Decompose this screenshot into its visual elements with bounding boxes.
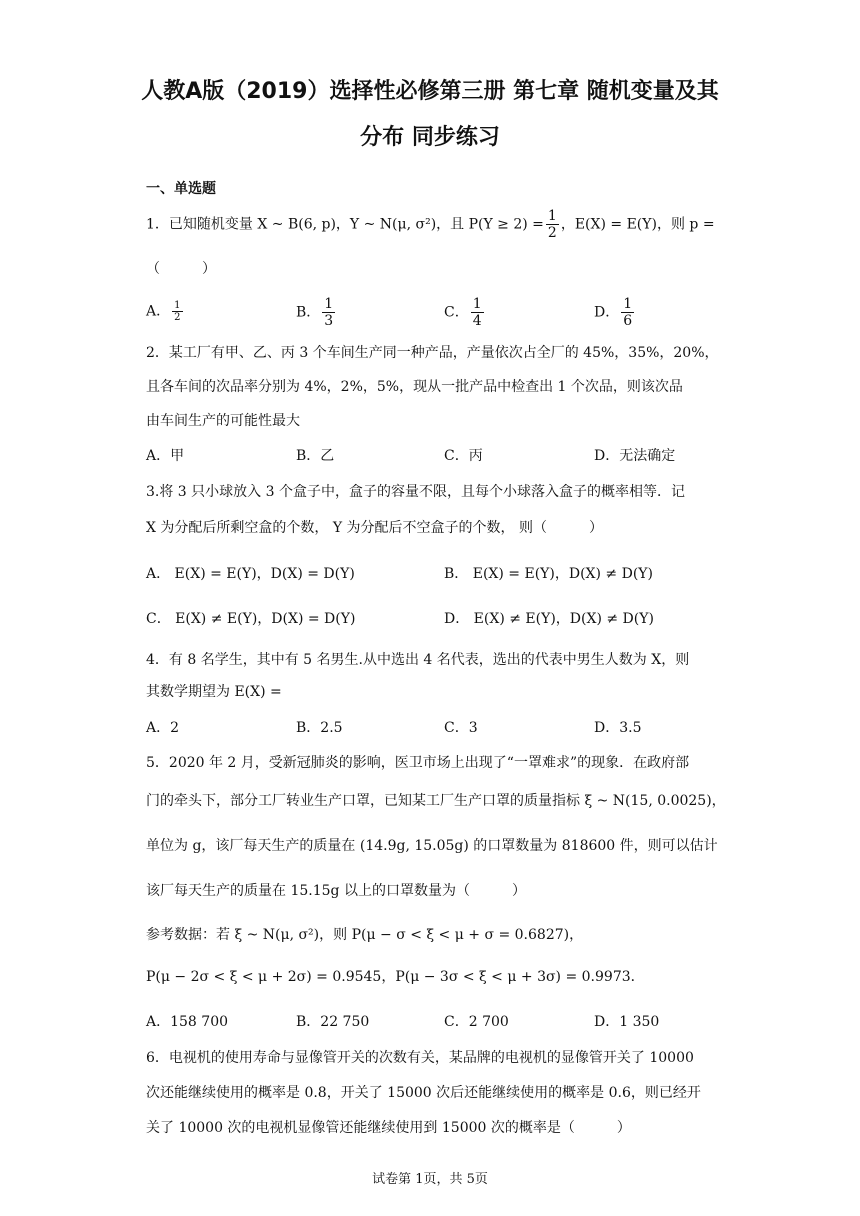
q4-line-1: 4．有 8 名学生，其中有 5 名男生.从中选出 4 名代表，选出的代表中男生人数为 X，则 bbox=[146, 652, 690, 668]
q3-option-b: B． E(X) = E(Y)，D(X) ≠ D(Y) bbox=[444, 566, 654, 582]
q1-option-c: C． $\frac{1}{4}$ bbox=[444, 296, 482, 329]
title-line-1: 人教A版（2019）选择性必修第三册 第七章 随机变量及其 bbox=[141, 79, 719, 104]
q1-blank: （ ） bbox=[146, 261, 216, 277]
q1-option-a: A． $\frac{1}{2}$ bbox=[146, 300, 181, 323]
q5-option-b: B．22 750 bbox=[296, 1014, 370, 1030]
page-footer: 试卷第 1页，共 5页 bbox=[372, 1172, 488, 1187]
q3-option-a: A． E(X) = E(Y)，D(X) = D(Y) bbox=[146, 566, 355, 582]
q4-option-b: B．2.5 bbox=[296, 720, 343, 736]
q6-line-1: 6．电视机的使用寿命与显像管开关的次数有关，某品牌的电视机的显像管开关了 10000 bbox=[146, 1050, 694, 1066]
q4-option-a: A．2 bbox=[146, 720, 180, 736]
q5-line-3: 单位为 g，该厂每天生产的质量在 (14.9g, 15.05g) 的口罩数量为 818600 件，则可以估计 bbox=[146, 838, 718, 854]
q3-option-c: C． E(X) ≠ E(Y)，D(X) = D(Y) bbox=[146, 611, 356, 627]
q5-line-1: 5．2020 年 2 月，受新冠肺炎的影响，医卫市场上出现了“一罩难求”的现象．在政府部 bbox=[146, 755, 690, 771]
q5-option-c: C．2 700 bbox=[444, 1014, 509, 1030]
q5-option-d: D．1 350 bbox=[594, 1014, 660, 1030]
q2-line-2: 且各车间的次品率分别为 4%，2%，5%，现从一批产品中检查出 1 个次品，则该次品 bbox=[146, 379, 683, 395]
title-line-2: 分布 同步练习 bbox=[360, 125, 500, 150]
q2-option-c: C．丙 bbox=[444, 448, 483, 464]
q3-line-1: 3.将 3 只小球放入 3 个盒子中，盒子的容量不限，且每个小球落入盒子的概率相等．记 bbox=[146, 484, 685, 500]
section-heading: 一、单选题 bbox=[146, 181, 216, 197]
q1-text-end: ，E(X) = E(Y)，则 p = bbox=[560, 216, 715, 233]
q5-line-2: 门的牵头下，部分工厂转业生产口罩，已知某工厂生产口罩的质量指标 ξ ~ N(15, 0.0025)， bbox=[146, 793, 726, 809]
q4-option-c: C．3 bbox=[444, 720, 478, 736]
q5-line-4: 该厂每天生产的质量在 15.15g 以上的口罩数量为（ ） bbox=[146, 883, 526, 899]
q2-option-a: A．甲 bbox=[146, 448, 185, 464]
q1-fraction: $\frac{1}{2}$ bbox=[547, 208, 557, 241]
q1-option-b: B． $\frac{1}{3}$ bbox=[296, 296, 334, 329]
q1-option-d: D． $\frac{1}{6}$ bbox=[594, 296, 633, 329]
q5-reference-1: 参考数据：若 ξ ~ N(μ, σ²)，则 P(μ − σ < ξ < μ + σ = 0.6827)， bbox=[146, 927, 584, 943]
q6-line-3: 关了 10000 次的电视机显像管还能继续使用到 15000 次的概率是（ ） bbox=[146, 1120, 631, 1136]
q3-option-d: D． E(X) ≠ E(Y)，D(X) ≠ D(Y) bbox=[444, 611, 654, 627]
q1-stem bbox=[146, 208, 715, 241]
q2-line-3: 由车间生产的可能性最大 bbox=[146, 413, 300, 429]
q1-text: 1．已知随机变量 X ~ B(6, p)，Y ~ N(μ, σ²)，且 P(Y ≥ 2) = bbox=[146, 216, 544, 233]
q6-line-2: 次还能继续使用的概率是 0.8，开关了 15000 次后还能继续使用的概率是 0.6，则已经开 bbox=[146, 1085, 701, 1101]
q2-option-b: B．乙 bbox=[296, 448, 335, 464]
q5-option-a: A．158 700 bbox=[146, 1014, 229, 1030]
q2-line-1: 2．某工厂有甲、乙、丙 3 个车间生产同一种产品，产量依次占全厂的 45%，35%，20%， bbox=[146, 345, 719, 361]
q3-line-2: X 为分配后所剩空盒的个数， Y 为分配后不空盒子的个数， 则（ ） bbox=[146, 520, 604, 536]
q5-reference-2: P(μ − 2σ < ξ < μ + 2σ) = 0.9545，P(μ − 3σ < ξ < μ + 3σ) = 0.9973． bbox=[146, 969, 645, 985]
q2-option-d: D．无法确定 bbox=[594, 448, 676, 464]
q4-option-d: D．3.5 bbox=[594, 720, 642, 736]
q4-line-2: 其数学期望为 E(X) = bbox=[146, 684, 282, 700]
